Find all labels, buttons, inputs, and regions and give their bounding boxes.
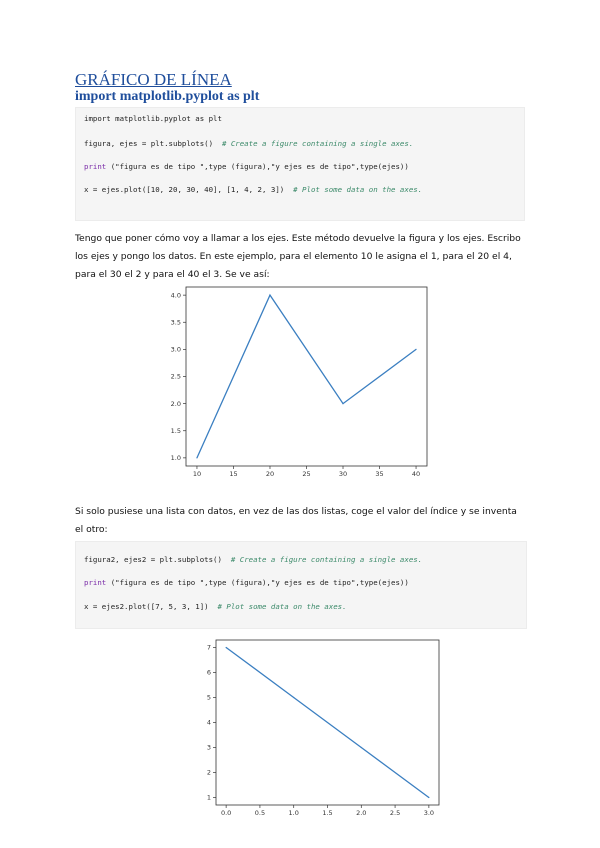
x-tick-label: 25 (302, 470, 311, 478)
data-point (293, 697, 294, 698)
code-line-print: print ("figura es de tipo ",type (figura),"y ejes es de tipo",type(ejes)) (84, 162, 409, 171)
y-tick-label: 5 (206, 693, 211, 702)
line-chart-1 (165, 285, 435, 485)
line-chart-2 (192, 638, 444, 822)
y-tick-label: 2.0 (170, 399, 181, 408)
data-point (361, 747, 362, 748)
x-tick-label: 15 (229, 470, 238, 478)
series-line (226, 648, 429, 798)
y-tick-label: 3.0 (170, 345, 181, 354)
x-tick-label: 40 (411, 470, 421, 478)
y-tick-label: 2 (206, 768, 211, 777)
code-line-plot: x = ejes.plot([10, 20, 30, 40], [1, 4, 2, 3]) # Plot some data on the axes. (84, 185, 423, 194)
x-tick-label: 0.0 (220, 809, 232, 817)
x-tick-label: 2.5 (389, 809, 401, 817)
y-tick-label: 7 (206, 643, 211, 652)
page-subheading: import matplotlib.pyplot as plt (75, 89, 260, 104)
y-tick-label: 3.5 (170, 318, 181, 327)
data-point (226, 647, 227, 648)
paragraph-explanation: Tengo que poner cómo voy a llamar a los ejes. Este método devuelve la figura y los ejes. Escribo los ejes y pongo los datos. En este ejemplo, para el elemento 10 le asigna el 1, para el 20 el 4, para el 30 el 2 y para el 40 el 3. Se ve así: (75, 233, 521, 280)
plot-frame (186, 287, 427, 466)
y-tick-label: 1 (206, 793, 211, 802)
x-tick-label: 20 (265, 470, 275, 478)
data-point (342, 403, 343, 404)
code-block-1 (75, 107, 525, 221)
x-tick-label: 30 (338, 470, 348, 478)
y-tick-label: 2.5 (170, 372, 181, 381)
code-block-2 (75, 541, 527, 629)
x-tick-label: 3.0 (423, 809, 435, 817)
x-tick-label: 10 (192, 470, 202, 478)
code-line-subplots: figura, ejes = plt.subplots() # Create a figure containing a single axes. (84, 139, 414, 148)
y-tick-label: 4.0 (170, 291, 181, 300)
data-point (269, 295, 270, 296)
paragraph-single-list: Si solo pusiese una lista con datos, en vez de las dos listas, coge el valor del índice y se inventa el otro: (75, 506, 517, 535)
y-tick-label: 1.0 (170, 454, 181, 463)
code-line-plot-2: x = ejes2.plot([7, 5, 3, 1]) # Plot some data on the axes. (84, 602, 347, 611)
data-point (196, 457, 197, 458)
y-tick-label: 1.5 (170, 426, 181, 435)
x-tick-label: 35 (375, 470, 384, 478)
code-line-import: import matplotlib.pyplot as plt (84, 114, 222, 123)
x-tick-label: 0.5 (254, 809, 266, 817)
code-line-subplots-2: figura2, ejes2 = plt.subplots() # Create a figure containing a single axes. (84, 555, 423, 564)
data-point (415, 349, 416, 350)
page-heading: GRÁFICO DE LÍNEA (75, 70, 232, 89)
y-tick-label: 6 (206, 668, 211, 677)
data-point (428, 797, 429, 798)
x-tick-label: 2.0 (356, 809, 367, 817)
y-tick-label: 4 (206, 718, 211, 727)
y-tick-label: 3 (206, 743, 211, 752)
series-line (197, 295, 416, 458)
x-tick-label: 1.0 (288, 809, 299, 817)
code-line-print-2: print ("figura es de tipo ",type (figura),"y ejes es de tipo",type(ejes)) (84, 578, 409, 587)
x-tick-label: 1.5 (322, 809, 333, 817)
